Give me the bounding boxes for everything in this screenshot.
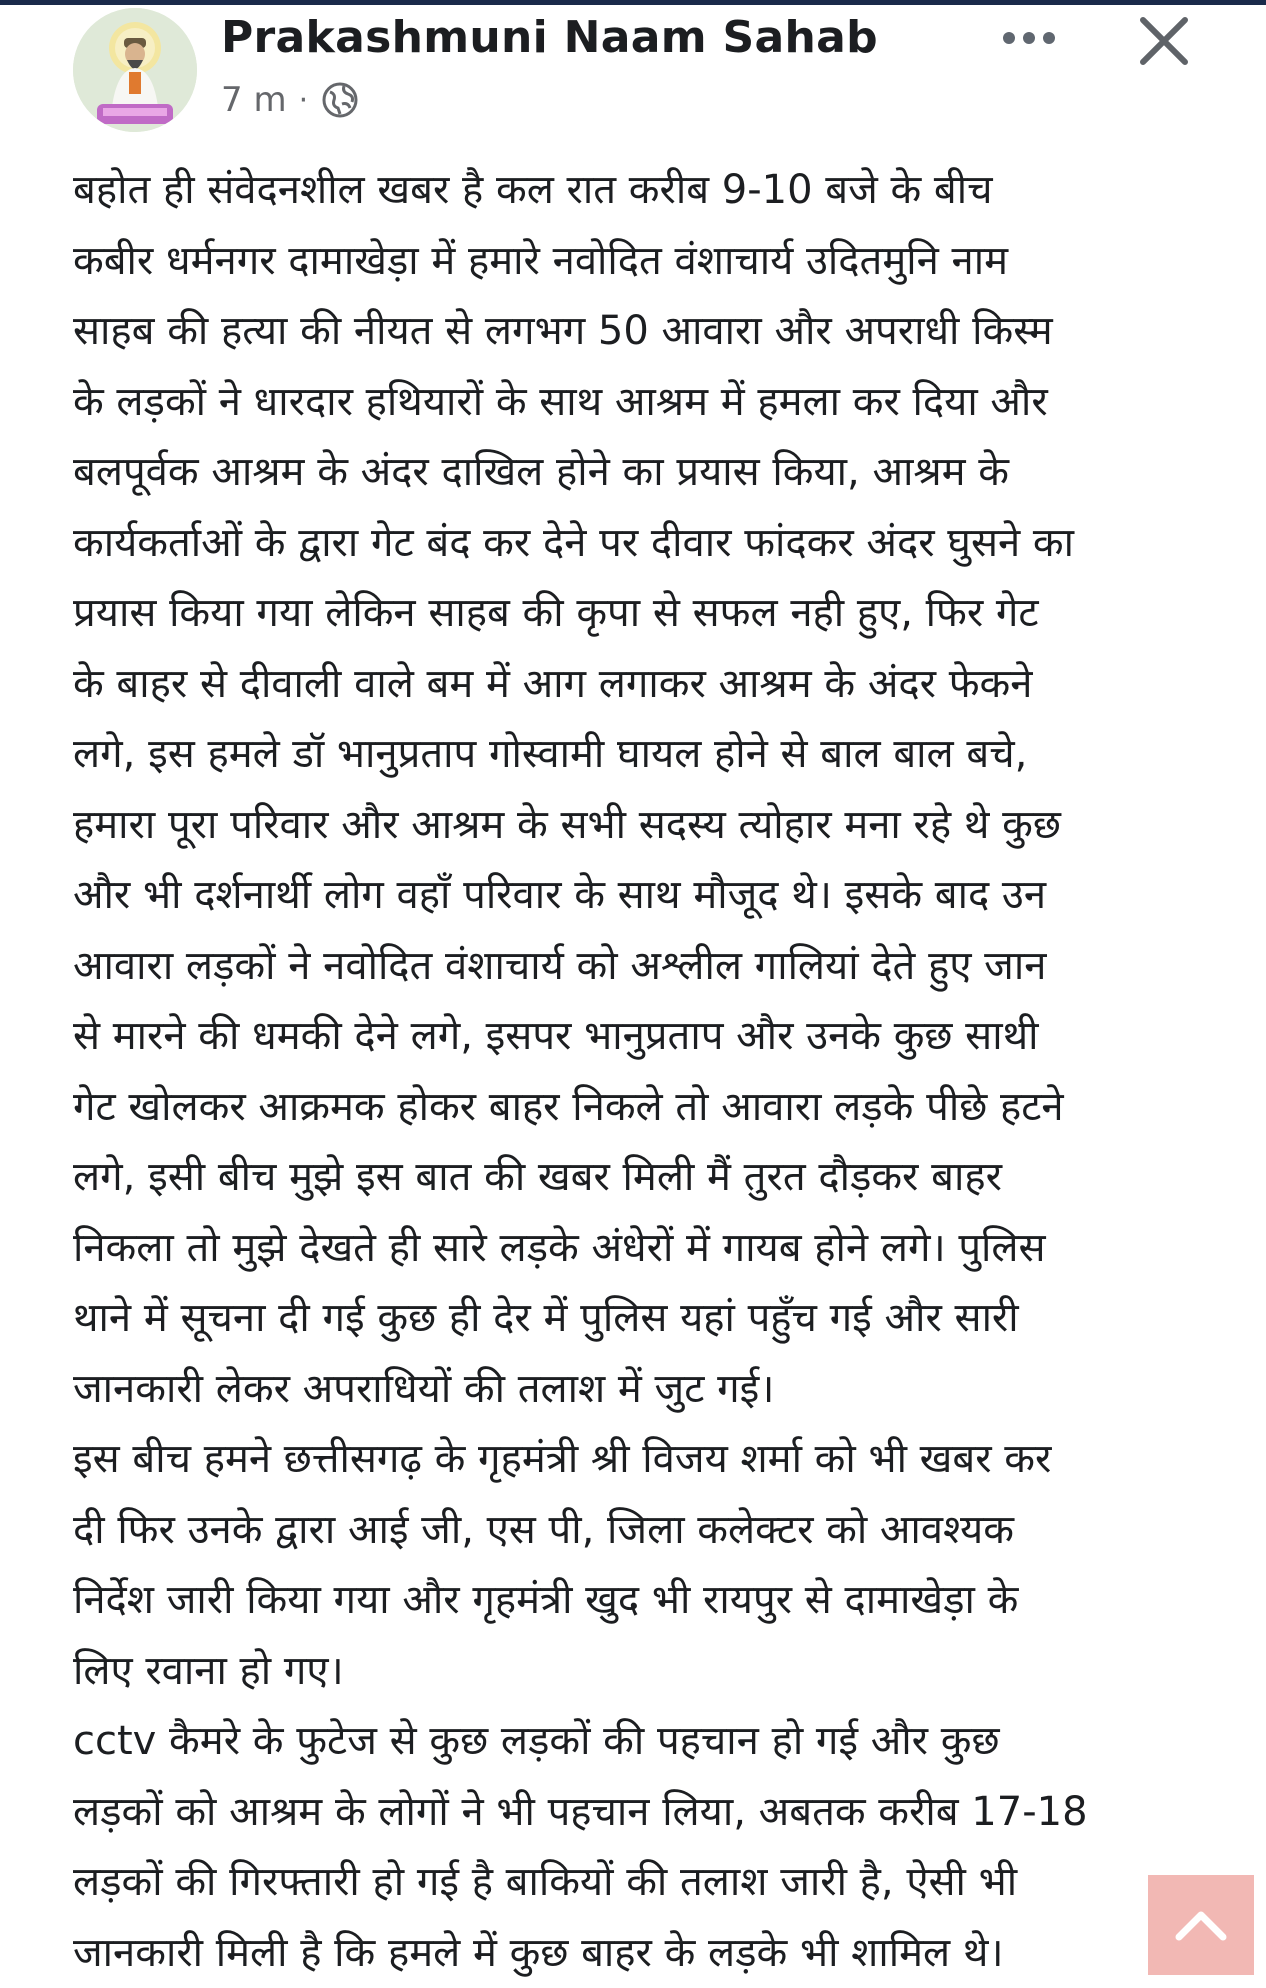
- avatar-image: [73, 8, 197, 132]
- post-text-line: जानकारी मिली है कि हमले में कुछ बाहर के लड़के भी शामिल थे।: [73, 1918, 1203, 1988]
- close-icon: [1135, 12, 1193, 70]
- post-meta: [221, 78, 360, 122]
- chevron-up-icon: [1175, 1909, 1227, 1941]
- post-text-line: निर्देश जारी किया गया और गृहमंत्री खुद भी रायपुर से दामाखेड़ा के: [73, 1565, 1203, 1636]
- post-text-line: इस बीच हमने छत्तीसगढ़ के गृहमंत्री श्री विजय शर्मा को भी खबर कर: [73, 1424, 1203, 1495]
- post-text: [73, 155, 1203, 1988]
- window-top-bar: [0, 0, 1266, 5]
- post-text-line: लड़कों की गिरफ्तारी हो गई है बाकियों की तलाश जारी है, ऐसी भी: [73, 1847, 1203, 1918]
- post-text-line: लड़कों को आश्रम के लोगों ने भी पहचान लिया, अबतक करीब 17-18: [73, 1777, 1203, 1848]
- post-text-line: के लड़कों ने धारदार हथियारों के साथ आश्रम में हमला कर दिया और: [73, 367, 1203, 438]
- post-text-line: हमारा पूरा परिवार और आश्रम के सभी सदस्य त्योहार मना रहे थे कुछ: [73, 790, 1203, 861]
- post-timestamp[interactable]: 7 m: [221, 80, 287, 120]
- post-text-line: दी फिर उनके द्वारा आई जी, एस पी, जिला कलेक्टर को आवश्यक: [73, 1495, 1203, 1566]
- post-text-line: आवारा लड़कों ने नवोदित वंशाचार्य को अश्लील गालियां देते हुए जान: [73, 931, 1203, 1002]
- post-text-line: कबीर धर्मनगर दामाखेड़ा में हमारे नवोदित वंशाचार्य उदितमुनि नाम: [73, 226, 1203, 297]
- post-text-line: cctv कैमरे के फुटेज से कुछ लड़कों की पहचान हो गई और कुछ: [73, 1706, 1203, 1777]
- post-text-line: थाने में सूचना दी गई कुछ ही देर में पुलिस यहां पहुँच गई और सारी: [73, 1283, 1203, 1354]
- post-text-line: और भी दर्शनार्थी लोग वहाँ परिवार के साथ मौजूद थे। इसके बाद उन: [73, 860, 1203, 931]
- post-text-line: प्रयास किया गया लेकिन साहब की कृपा से सफल नही हुए, फिर गेट: [73, 578, 1203, 649]
- globe-icon: [320, 80, 360, 120]
- more-horizontal-icon: [999, 28, 1059, 48]
- post-text-line: गेट खोलकर आक्रमक होकर बाहर निकले तो आवारा लड़के पीछे हटने: [73, 1072, 1203, 1143]
- close-button[interactable]: [1135, 12, 1193, 70]
- post-text-line: लिए रवाना हो गए।: [73, 1636, 1203, 1707]
- post-text-line: जानकारी लेकर अपराधियों की तलाश में जुट गई।: [73, 1354, 1203, 1425]
- post-text-line: साहब की हत्या की नीयत से लगभग 50 आवारा और अपराधी किस्म: [73, 296, 1203, 367]
- post-text-line: लगे, इस हमले डॉ भानुप्रताप गोस्वामी घायल होने से बाल बाल बचे,: [73, 719, 1203, 790]
- more-options-button[interactable]: [995, 18, 1063, 58]
- post-text-line: निकला तो मुझे देखते ही सारे लड़के अंधेरों में गायब होने लगे। पुलिस: [73, 1213, 1203, 1284]
- scroll-to-top-button[interactable]: [1148, 1875, 1254, 1975]
- post-text-line: बलपूर्वक आश्रम के अंदर दाखिल होने का प्रयास किया, आश्रम के: [73, 437, 1203, 508]
- post-text-line: के बाहर से दीवाली वाले बम में आग लगाकर आश्रम के अंदर फेकने: [73, 649, 1203, 720]
- post-text-line: से मारने की धमकी देने लगे, इसपर भानुप्रताप और उनके कुछ साथी: [73, 1001, 1203, 1072]
- author-avatar[interactable]: [73, 8, 197, 132]
- post-text-line: कार्यकर्ताओं के द्वारा गेट बंद कर देने पर दीवार फांदकर अंदर घुसने का: [73, 508, 1203, 579]
- post-text-line: लगे, इसी बीच मुझे इस बात की खबर मिली मैं तुरत दौड़कर बाहर: [73, 1142, 1203, 1213]
- author-name[interactable]: Prakashmuni Naam Sahab: [221, 12, 878, 63]
- meta-separator: ·: [299, 83, 309, 118]
- post-text-line: बहोत ही संवेदनशील खबर है कल रात करीब 9-10 बजे के बीच: [73, 155, 1203, 226]
